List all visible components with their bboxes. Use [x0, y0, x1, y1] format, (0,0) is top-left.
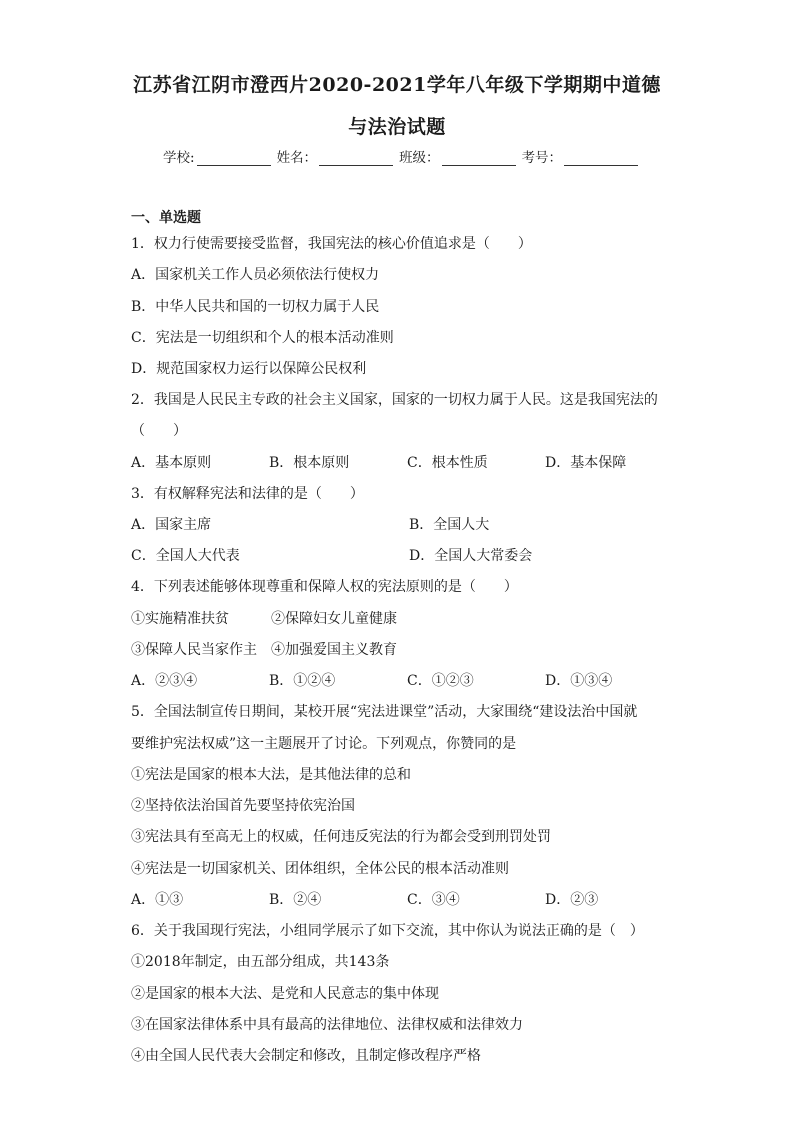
question-5-item-4: ④宪法是一切国家机关、团体组织，全体公民的根本活动准则 — [131, 861, 509, 877]
question-5-option-d[interactable]: D．②③ — [545, 892, 599, 908]
question-4-item-1: ①实施精准扶贫 — [131, 611, 229, 627]
question-2-options — [131, 452, 683, 472]
question-5-option-c[interactable]: C．③④ — [407, 892, 460, 908]
question-2-option-c[interactable]: C．根本性质 — [407, 455, 488, 471]
question-5-options — [131, 889, 683, 909]
question-5-item-2: ②坚持依法治国首先要坚持依宪治国 — [131, 798, 355, 814]
question-2-stem: 2．我国是人民民主专政的社会主义国家，国家的一切权力属于人民。这是我国宪法的 — [131, 392, 658, 408]
class-label: 班级： — [399, 150, 440, 166]
question-1-stem: 1．权力行使需要接受监督，我国宪法的核心价值追求是（ ） — [131, 236, 532, 252]
question-5-stem-cont: 要维护宪法权威”这一主题展开了讨论。下列观点，你赞同的是 — [131, 736, 517, 752]
question-5-item-1: ①宪法是国家的根本大法，是其他法律的总和 — [131, 767, 411, 783]
question-4-option-b[interactable]: B．①②④ — [269, 673, 336, 689]
question-3-option-a[interactable]: A．国家主席 — [131, 517, 212, 533]
exam-number-field[interactable] — [522, 146, 639, 166]
question-2-option-a[interactable]: A．基本原则 — [131, 455, 212, 471]
question-2-option-b[interactable]: B．根本原则 — [269, 455, 350, 471]
question-4-options — [131, 670, 683, 690]
section-heading: 一、单选题 — [131, 210, 201, 226]
exam-title-line2: 与法治试题 — [348, 116, 446, 138]
question-5-item-3: ③宪法具有至高无上的权威，任何违反宪法的行为都会受到刑罚处罚 — [131, 829, 551, 845]
question-5-stem: 5．全国法制宣传日期间，某校开展“宪法进课堂”活动，大家围绕“建设法治中国就 — [131, 704, 638, 720]
exam-number-label: 考号： — [521, 150, 563, 166]
question-4-items-row1 — [131, 608, 397, 628]
name-label: 姓名： — [276, 150, 318, 166]
question-3-stem: 3．有权解释宪法和法律的是（ ） — [131, 486, 364, 502]
question-4-option-d[interactable]: D．①③④ — [545, 673, 613, 689]
question-3-option-c[interactable]: C．全国人大代表 — [131, 548, 240, 564]
student-info-fields — [163, 146, 644, 166]
class-field[interactable] — [399, 146, 516, 166]
name-blank[interactable] — [319, 151, 393, 166]
school-blank[interactable] — [197, 151, 271, 166]
name-field[interactable] — [277, 146, 394, 166]
question-4-items-row2 — [131, 639, 397, 659]
question-6-item-3: ③在国家法律体系中具有最高的法律地位、法律权威和法律效力 — [131, 1017, 523, 1033]
exam-title-line1: 江苏省江阴市澄西片2020-2021学年八年级下学期期中道德 — [133, 74, 661, 96]
question-1-option-d[interactable]: D．规范国家权力运行以保障公民权利 — [131, 361, 367, 377]
question-6-item-4: ④由全国人民代表大会制定和修改，且制定修改程序严格 — [131, 1048, 481, 1064]
question-5-option-b[interactable]: B．②④ — [269, 892, 322, 908]
question-4-item-2: ②保障妇女儿童健康 — [271, 611, 397, 627]
question-6-item-2: ②是国家的根本大法、是党和人民意志的集中体现 — [131, 986, 439, 1002]
question-5-option-a[interactable]: A．①③ — [131, 892, 184, 908]
question-1-option-b[interactable]: B．中华人民共和国的一切权力属于人民 — [131, 299, 380, 315]
question-1-option-a[interactable]: A．国家机关工作人员必须依法行使权力 — [131, 267, 380, 283]
question-6-item-1: ①2018年制定，由五部分组成，共143条 — [131, 954, 390, 970]
exam-number-blank[interactable] — [564, 151, 638, 166]
question-2-option-d[interactable]: D．基本保障 — [545, 455, 627, 471]
question-2-stem-cont: （ ） — [131, 423, 187, 439]
question-6-stem: 6．关于我国现行宪法，小组同学展示了如下交流，其中你认为说法正确的是（ ） — [131, 923, 644, 939]
question-4-option-a[interactable]: A．②③④ — [131, 673, 198, 689]
question-3-options-row2 — [131, 545, 687, 565]
question-4-stem: 4．下列表述能够体现尊重和保障人权的宪法原则的是（ ） — [131, 579, 518, 595]
school-label: 学校: — [163, 150, 195, 166]
question-4-option-c[interactable]: C．①②③ — [407, 673, 474, 689]
question-1-option-c[interactable]: C．宪法是一切组织和个人的根本活动准则 — [131, 330, 394, 346]
question-3-option-b[interactable]: B．全国人大 — [409, 517, 490, 533]
school-field[interactable] — [163, 146, 271, 166]
question-4-item-3: ③保障人民当家作主 — [131, 642, 257, 658]
question-3-option-d[interactable]: D．全国人大常委会 — [409, 548, 533, 564]
question-4-item-4: ④加强爱国主义教育 — [271, 642, 397, 658]
question-3-options-row1 — [131, 514, 687, 534]
class-blank[interactable] — [442, 151, 516, 166]
